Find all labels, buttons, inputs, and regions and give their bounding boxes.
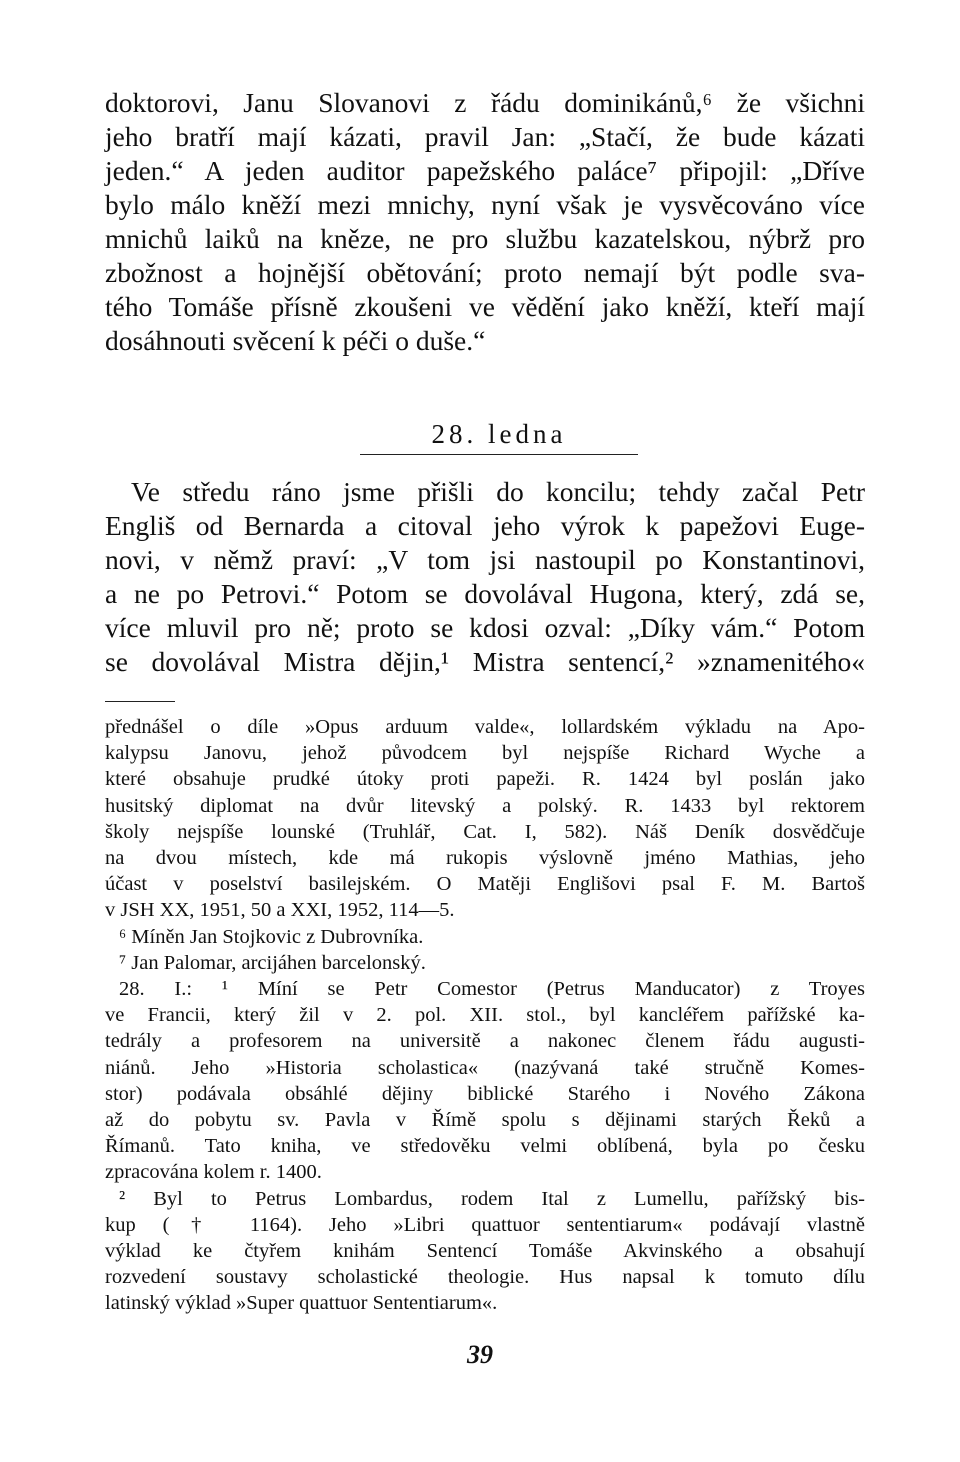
text-line: mnichů laiků na kněze, ne pro službu kazatelskou, nýbrž pro bbox=[105, 223, 865, 254]
section-heading: 28. ledna bbox=[360, 418, 638, 455]
page bbox=[105, 86, 865, 1317]
footnote-divider bbox=[105, 701, 175, 702]
text-line: Ve středu ráno jsme přišli do koncilu; tehdy začal Petr bbox=[131, 476, 865, 507]
footnote bbox=[105, 950, 865, 976]
footnote-line: přednášel o díle »Opus arduum valde«, lollardském výkladu na Apo- bbox=[105, 716, 865, 738]
text-line: se dovolával Mistra dějin,¹ Mistra sentencí,² »znamenitého« bbox=[105, 646, 865, 677]
page-number: 39 bbox=[467, 1340, 493, 1369]
text-line: více mluvil pro ně; proto se kdosi ozval: „Díky vám.“ Potom bbox=[105, 612, 865, 643]
text-line: dosáhnouti svěcení k péči o duše.“ bbox=[105, 325, 486, 356]
text-line: bylo málo kněží mezi mnichy, nyní však je vysvěcováno více bbox=[105, 189, 865, 220]
text-line: a ne po Petrovi.“ Potom se dovolával Hugona, který, zdá se, bbox=[105, 578, 865, 609]
footnote-line: kup († 1164). Jeho »Libri quattuor sententiarum« podávají vlastně bbox=[105, 1213, 865, 1236]
text-line: novi, v němž praví: „V tom jsi nastoupil po Konstantinovi, bbox=[105, 544, 865, 575]
text-line: jeho bratří mají kázati, pravil Jan: „Stačí, že bude kázati bbox=[105, 121, 865, 152]
footnote-line: stor) podávala obsáhlé dějiny biblické Starého i Nového Zákona bbox=[105, 1082, 865, 1105]
text-line: Engliš od Bernarda a citoval jeho výrok k papežovi Euge- bbox=[105, 510, 865, 541]
footnote bbox=[105, 976, 865, 1186]
footnote bbox=[105, 924, 865, 950]
footnotes bbox=[105, 714, 865, 1317]
paragraph bbox=[105, 475, 865, 679]
footnote-line: rozvedení soustavy scholastické theologie. Hus napsal k tomuto dílu bbox=[105, 1266, 865, 1289]
footnote-line: školy nejspíše lounské (Truhlář, Cat. I, 582). Náš Deník dosvědčuje bbox=[105, 820, 865, 843]
footnote-line: výklad ke čtyřem knihám Sentencí Tomáše Akvinského a obsahují bbox=[105, 1240, 865, 1263]
text-line: jeden.“ A jeden auditor papežského paláce⁷ připojil: „Dříve bbox=[105, 155, 865, 186]
footnote-line: husitský diplomat na dvůr litevský a polský. R. 1433 byl rektorem bbox=[105, 794, 865, 817]
text-line: doktorovi, Janu Slovanovi z řádu dominikánů,⁶ že všichni bbox=[105, 87, 865, 118]
footnote-line: ⁶ Míněn Jan Stojkovic z Dubrovníka. bbox=[119, 925, 424, 948]
footnote bbox=[105, 714, 865, 924]
footnote-line: které obsahuje prudké útoky proti papeži. R. 1424 byl poslán jako bbox=[105, 768, 865, 791]
footnote-line: 28. I.: ¹ Míní se Petr Comestor (Petrus Manducator) z Troyes bbox=[119, 978, 865, 1001]
footnote-line: tedrály a profesorem na universitě a nakonec členem řádu augusti- bbox=[105, 1030, 865, 1053]
footnote-line: ² Byl to Petrus Lombardus, rodem Ital z Lumellu, pařížský bis- bbox=[119, 1187, 865, 1210]
footnote-line: účast v poselství basilejském. O Matěji Englišovi psal F. M. Bartoš bbox=[105, 873, 865, 896]
text-line: tého Tomáše přísně zkoušeni ve vědění jako kněží, kteří mají bbox=[105, 291, 865, 322]
footnote-line: zpracována kolem r. 1400. bbox=[105, 1161, 322, 1184]
paragraph-continued bbox=[105, 86, 865, 358]
footnote-line: kalypsu Janovu, jehož původcem byl nejspíše Richard Wyche a bbox=[105, 742, 865, 765]
footnote-line: na dvou místech, kde má rukopis výslovně jméno Mathias, jeho bbox=[105, 847, 865, 870]
footnote-line: niánů. Jeho »Historia scholastica« (nazývaná také stručně Komes- bbox=[105, 1056, 865, 1079]
text-line: zbožnost a hojnější obětování; proto nemají být podle sva- bbox=[105, 257, 865, 288]
footnote-line: ⁷ Jan Palomar, arcijáhen barcelonský. bbox=[119, 951, 426, 974]
footnote bbox=[105, 1186, 865, 1317]
section-heading-wrap bbox=[105, 418, 865, 455]
footnote-line: ve Francii, který žil v 2. pol. XII. stol., byl kancléřem pařížské ka- bbox=[105, 1004, 865, 1027]
footnote-line: až do pobytu sv. Pavla v Římě spolu s dějinami starých Řeků a bbox=[105, 1109, 865, 1132]
footnote-line: Římanů. Tato kniha, ve středověku velmi oblíbená, byla po česku bbox=[105, 1135, 865, 1158]
footnote-line: v JSH XX, 1951, 50 a XXI, 1952, 114—5. bbox=[105, 899, 455, 922]
footnote-line: latinský výklad »Super quattuor Sententiarum«. bbox=[105, 1292, 498, 1315]
